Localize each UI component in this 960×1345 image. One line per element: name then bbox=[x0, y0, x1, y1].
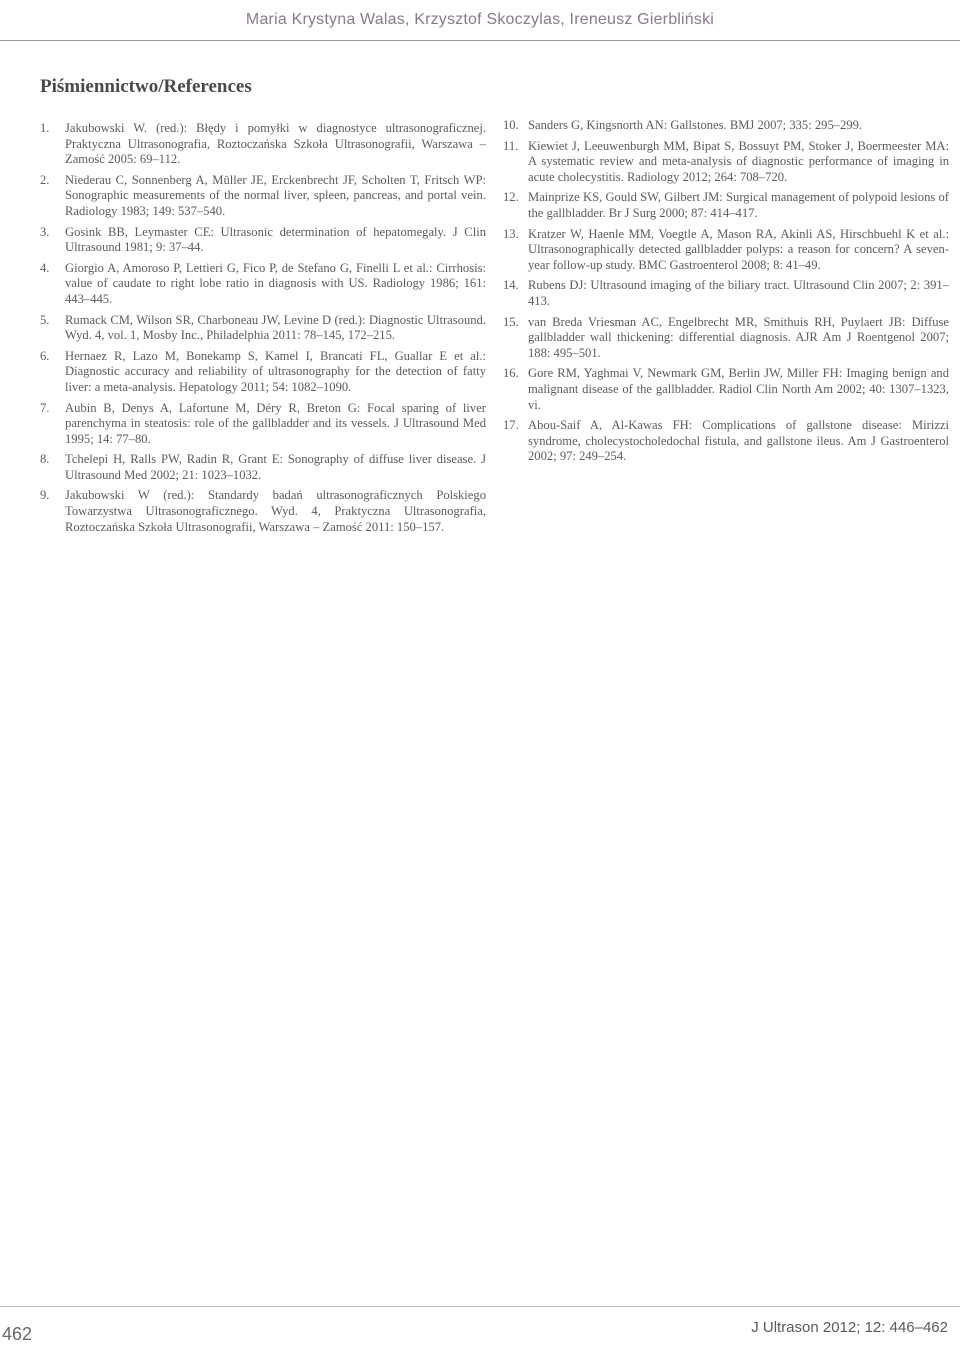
reference-text: Gosink BB, Leymaster CE: Ultrasonic determination of hepatomegaly. J Clin Ultrasound 1981; 9: 37–44. bbox=[65, 224, 486, 255]
reference-item bbox=[40, 225, 486, 256]
reference-text: Niederau C, Sonnenberg A, Müller JE, Erckenbrecht JF, Scholten T, Fritsch WP: Sonographic measurements of the normal liver, spleen, pancreas, and portal vein. Radiology 1983; 149: 537–540. bbox=[65, 172, 486, 218]
reference-number: 14. bbox=[503, 278, 519, 293]
reference-text: Giorgio A, Amoroso P, Lettieri G, Fico P, de Stefano G, Finelli L et al.: Cirrhosis: value of caudate to right lobe ratio in diagnosis with US. Radiology 1986; 161: 443–445. bbox=[65, 260, 486, 306]
reference-number: 4. bbox=[40, 260, 50, 275]
reference-item bbox=[40, 452, 486, 483]
reference-item bbox=[503, 418, 949, 465]
reference-number: 15. bbox=[503, 314, 519, 329]
reference-item bbox=[40, 121, 486, 168]
reference-item bbox=[40, 488, 486, 535]
reference-text: Rubens DJ: Ultrasound imaging of the biliary tract. Ultrasound Clin 2007; 2: 391–413. bbox=[528, 278, 949, 308]
reference-item bbox=[503, 190, 949, 221]
reference-number: 2. bbox=[40, 172, 50, 187]
footer-divider bbox=[0, 1306, 960, 1307]
reference-text: Jakubowski W (red.): Standardy badań ultrasonograficznych Polskiego Towarzystwa Ultrasonograficznego. Wyd. 4, Praktyczna Ultrasonografia, Roztoczańska Szkoła Ultrasonografii, Warszawa – Zamość 2011: 150–157. bbox=[65, 488, 486, 534]
reference-text: Tchelepi H, Ralls PW, Radin R, Grant E: Sonography of diffuse liver disease. J Ultrasound Med 2002; 21: 1023–1032. bbox=[65, 452, 486, 482]
reference-item bbox=[503, 227, 949, 274]
reference-item bbox=[503, 278, 949, 309]
reference-number: 13. bbox=[503, 226, 519, 241]
reference-text: Sanders G, Kingsnorth AN: Gallstones. BMJ 2007; 335: 295–299. bbox=[528, 118, 863, 132]
reference-number: 10. bbox=[503, 118, 519, 132]
header-authors: Maria Krystyna Walas, Krzysztof Skoczylas, Ireneusz Gierbliński bbox=[245, 11, 715, 28]
reference-number: 11. bbox=[503, 138, 519, 153]
reference-number: 17. bbox=[503, 418, 519, 433]
reference-text: Hernaez R, Lazo M, Bonekamp S, Kamel I, Brancati FL, Guallar E et al.: Diagnostic accuracy and reliability of ultrasonography for the detection of fatty liver: a meta-analysis. Hepatology 2011; 54: 1082–1090. bbox=[65, 348, 486, 394]
reference-number: 8. bbox=[40, 452, 50, 467]
references-list-left bbox=[40, 121, 486, 540]
reference-text: van Breda Vriesman AC, Engelbrecht MR, Smithuis RH, Puylaert JB: Diffuse gallbladder wall thickening: differential diagnosis. AJR Am J Roentgenol 2007; 188: 495–501. bbox=[528, 314, 949, 360]
reference-item bbox=[503, 139, 949, 186]
reference-item bbox=[40, 313, 486, 344]
reference-number: 1. bbox=[40, 121, 50, 135]
reference-text: Rumack CM, Wilson SR, Charboneau JW, Levine D (red.): Diagnostic Ultrasound. Wyd. 4, vol. 1, Mosby Inc., Philadelphia 2011: 78–145, 172–215. bbox=[65, 312, 486, 343]
reference-number: 5. bbox=[40, 312, 50, 327]
reference-text: Kiewiet J, Leeuwenburgh MM, Bipat S, Bossuyt PM, Stoker J, Boermeester MA: A systematic review and meta-analysis of diagnostic performance of imaging in acute cholecystitis. Radiology 2012; 264: 708–720. bbox=[528, 138, 949, 184]
reference-number: 7. bbox=[40, 400, 50, 415]
header-divider bbox=[0, 40, 960, 41]
reference-item bbox=[503, 118, 949, 134]
reference-item bbox=[40, 261, 486, 308]
reference-item bbox=[503, 315, 949, 362]
journal-citation: J Ultrason 2012; 12: 446–462 bbox=[751, 1319, 948, 1336]
references-heading: Piśmiennictwo/References bbox=[40, 76, 252, 97]
reference-text: Jakubowski W. (red.): Błędy i pomyłki w diagnostyce ultrasonograficznej. Praktyczna Ultrasonografia, Roztoczańska Szkoła Ultrasonografii, Warszawa – Zamość 2005: 69–112. bbox=[65, 121, 486, 167]
running-header bbox=[0, 0, 960, 40]
reference-item bbox=[503, 366, 949, 413]
reference-number: 3. bbox=[40, 224, 50, 239]
reference-text: Aubin B, Denys A, Lafortune M, Déry R, Breton G: Focal sparing of liver parenchyma in steatosis: role of the gallbladder and its vessels. J Ultrasound Med 1995; 14: 77–80. bbox=[65, 400, 486, 446]
page-number: 462 bbox=[2, 1324, 33, 1344]
reference-item bbox=[40, 173, 486, 220]
reference-text: Mainprize KS, Gould SW, Gilbert JM: Surgical management of polypoid lesions of the gallbladder. Br J Surg 2000; 87: 414–417. bbox=[528, 190, 949, 220]
reference-number: 16. bbox=[503, 366, 519, 381]
reference-text: Kratzer W, Haenle MM, Voegtle A, Mason RA, Akinli AS, Hirschbuehl K et al.: Ultrasonographically detected gallbladder polyps: a reason for concern? A seven-year follow-up study. BMC Gastroenterol 2008; 8: 41–49. bbox=[528, 226, 949, 272]
reference-text: Abou-Saif A, Al-Kawas FH: Complications of gallstone disease: Mirizzi syndrome, cholecystocholedochal fistula, and gallstone ileus. Am J Gastroenterol 2002; 97: 249–254. bbox=[528, 418, 949, 464]
reference-text: Gore RM, Yaghmai V, Newmark GM, Berlin JW, Miller FH: Imaging benign and malignant disease of the gallbladder. Radiol Clin North Am 2002; 40: 1307–1323, vi. bbox=[528, 366, 949, 412]
reference-number: 9. bbox=[40, 488, 50, 503]
references-list-right bbox=[503, 118, 949, 470]
reference-item bbox=[40, 349, 486, 396]
reference-item bbox=[40, 401, 486, 448]
reference-number: 6. bbox=[40, 348, 50, 363]
reference-number: 12. bbox=[503, 190, 519, 205]
